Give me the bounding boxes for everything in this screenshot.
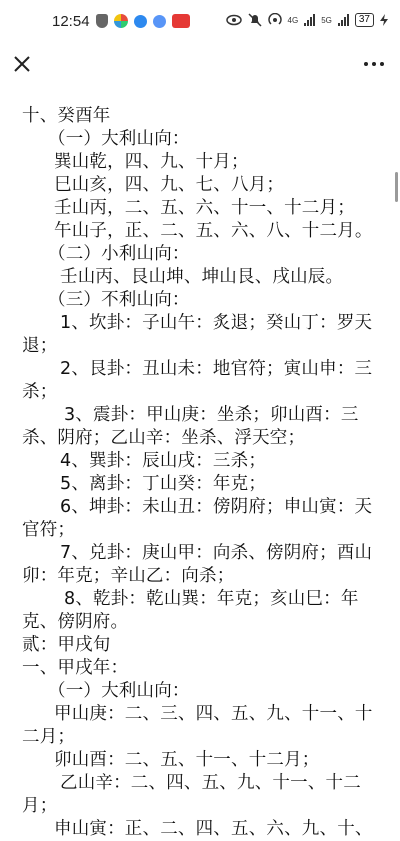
network-type-label-2: 5G [321,15,332,25]
system-icons [226,13,388,27]
charging-icon [380,14,388,26]
text-line: 杀、阴府；乙山辛：坐杀、浮天空； [22,428,306,448]
app-icon [114,14,128,28]
hotspot-icon [268,13,282,27]
close-button[interactable] [10,52,34,76]
more-icon [364,62,368,66]
more-icon-dot [380,62,384,66]
battery-icon: 37 [355,13,374,27]
text-line: 壬山丙、艮山坤、坤山艮、戌山辰。 [60,267,344,287]
text-line: 2、艮卦：丑山未：地官符；寅山申：三 [60,359,373,379]
text-line: 乙山辛：二、四、五、九、十一、十二 [60,773,361,793]
signal-icon [304,14,315,26]
paw-icon [153,15,166,28]
text-line: 5、离卦：丁山癸：年克； [60,474,267,494]
subheading: （一）大利山向： [48,129,190,149]
mute-bell-icon [248,13,262,27]
app-bar [0,44,400,88]
text-line: 月； [22,796,58,816]
subheading: （一）大利山向： [48,681,190,701]
eye-icon [226,14,242,26]
text-line: 二月； [22,727,76,747]
text-line: 7、兑卦：庚山甲：向杀、傍阴府；酉山 [60,543,373,563]
notification-icons [96,14,190,28]
text-line: 1、坎卦：子山午：炙退；癸山丁：罗天 [60,313,373,333]
text-line: 巽山乾，四、九、十月； [54,152,249,172]
browser-icon [134,15,147,28]
text-line: 杀； [22,382,58,402]
subheading: （二）小利山向： [48,244,190,264]
subheading: （三）不利山向： [48,290,190,310]
status-time: 12:54 [52,13,90,30]
section-heading: 贰：甲戌旬 [22,635,111,655]
more-icon-dot [372,62,376,66]
shield-icon [96,14,108,28]
section-heading: 十、癸酉年 [22,106,111,126]
scrollbar[interactable] [395,172,398,202]
text-line: 克、傍阴府。 [22,612,129,632]
close-icon [10,52,34,76]
text-line: 巳山亥，四、九、七、八月； [54,175,285,195]
signal-icon-2 [338,14,349,26]
status-bar [0,0,400,44]
news-icon [172,14,190,28]
more-button[interactable] [362,52,386,76]
text-line: 退； [22,336,58,356]
text-line: 4、巽卦：辰山戌：三杀； [60,451,267,471]
text-line: 6、坤卦：未山丑：傍阴府；申山寅：天 [60,497,373,517]
text-line: 午山子，正、二、五、六、八、十二月。 [54,221,373,241]
text-line: 壬山丙，二、五、六、十一、十二月； [54,198,355,218]
section-heading: 一、甲戌年： [22,658,129,678]
text-line: 申山寅：正、二、四、五、六、九、十、 [54,819,373,839]
text-line: 8、乾卦：乾山巽：年克；亥山巳：年 [64,589,359,609]
text-line: 官符； [22,520,76,540]
text-line: 3、震卦：甲山庚：坐杀；卯山酉：三 [64,405,359,425]
network-type-label: 4G [287,15,299,25]
text-line: 甲山庚：二、三、四、五、九、十一、十 [54,704,373,724]
text-line: 卯：年克；辛山乙：向杀； [22,566,235,586]
text-line: 卯山酉：二、五、十一、十二月； [54,750,320,770]
